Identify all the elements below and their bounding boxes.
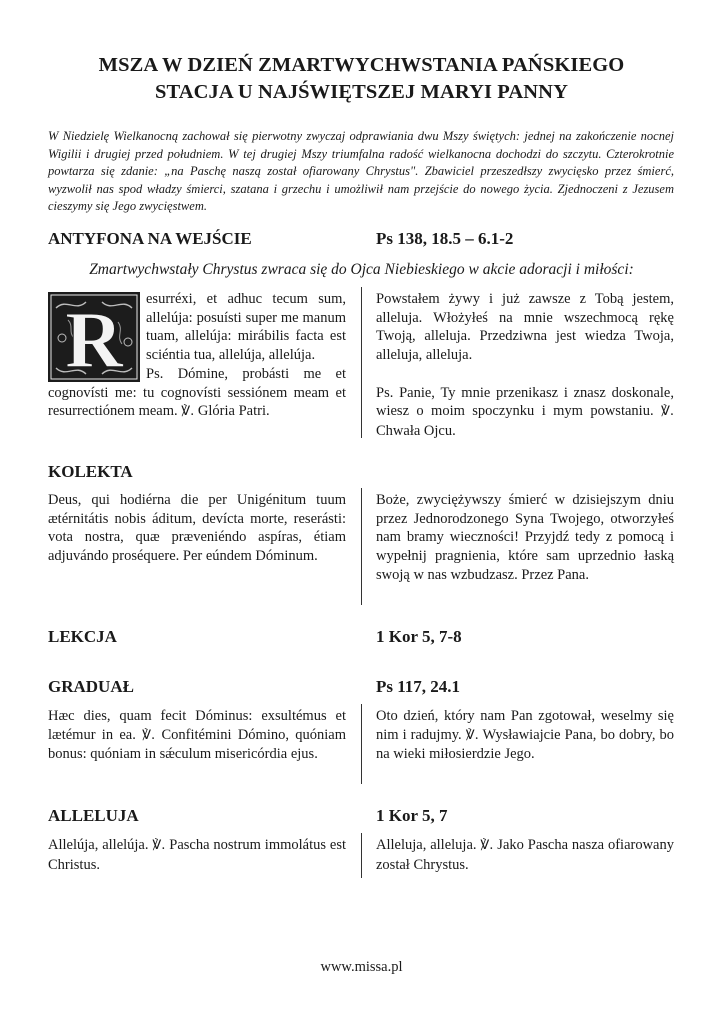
footer-website-link[interactable]: www.missa.pl <box>320 959 403 975</box>
lesson-reference: 1 Kor 5, 7-8 <box>376 627 462 646</box>
collect-polish: Boże, zwyciężywszy śmierć w dzisiejszym dniu przez Jednorodzonego Syna Twojego, otworzyłeś nam bramy wieczności! Przyjdź tedy z pomocą i wypełnij pragnienia, które sam uprzednio łaską swoją w nas wzbudzasz. Przez Pana. <box>376 492 674 583</box>
gradual-latin <box>48 707 346 764</box>
alleluia-latin <box>48 836 346 874</box>
introit-polish-psalm: Ps. Panie, Ty mnie przenikasz i znasz doskonale, wiesz o moim spoczynku i mym powstaniu. <box>376 384 674 420</box>
alleluia-reference: 1 Kor 5, 7 <box>376 806 448 825</box>
gradual-latin-verse-2: Confitémini Dómino, quóniam bonus: quóniam in sǽculum misericórdia ejus. <box>48 726 346 763</box>
column-divider <box>361 704 362 784</box>
alleluia-polish-verse-2: Jako Pascha nasza ofiarowany został Chrystus. <box>376 837 674 873</box>
illuminated-initial-r <box>48 292 140 382</box>
page-subtitle: STACJA U NAJŚWIĘTSZEJ MARYI PANNY <box>154 81 568 103</box>
introit-latin-gloria: Glória Patri. <box>197 403 270 420</box>
alleluia-heading: ALLELUJA <box>48 806 139 825</box>
gradual-reference: Ps 117, 24.1 <box>376 677 461 696</box>
column-divider <box>361 287 362 438</box>
introit-subtitle: Zmartwychwstały Chrystus zwraca się do Ojca Niebieskiego w akcie adoracji i miłości: <box>89 261 634 278</box>
versicle-symbol: ℣. <box>142 727 156 743</box>
introit-heading: ANTYFONA NA WEJŚCIE <box>48 229 252 248</box>
introit-reference: Ps 138, 18.5 – 6.1-2 <box>376 229 514 248</box>
alleluia-polish <box>376 836 674 874</box>
column-divider <box>361 833 362 878</box>
alleluia-latin-verse-2: Pascha nostrum immolátus est Christus. <box>48 837 347 873</box>
alleluia-polish-verse-1: Alleluja, alleluja. <box>376 837 477 853</box>
versicle-symbol: ℣. <box>152 838 166 853</box>
gradual-polish-verse-1: Oto dzień, który nam Pan zgotował, weselmy się nim i radujmy. <box>376 708 674 743</box>
gradual-heading: GRADUAŁ <box>48 677 134 696</box>
introit-latin-psalm: Ps. Dómine, probásti me et cognovísti me: tu cognovísti sessiónem meam et resurrectiónem meam. <box>48 365 346 420</box>
initial-letter: R <box>65 297 123 382</box>
alleluia-latin-verse-1: Allelúja, allelúja. <box>48 837 149 853</box>
gradual-polish <box>376 707 674 764</box>
introit-polish <box>376 290 674 441</box>
lesson-heading: LEKCJA <box>48 627 117 646</box>
introit-polish-antiphon: Powstałem żywy i już zawsze z Tobą jestem, alleluja. Włożyłeś na mnie wszechmocą rękę Twoją, alleluja. Przedziwna jest wiedza Twoja, alleluja, alleluja. <box>376 291 674 364</box>
versicle-symbol: ℣. <box>660 404 675 420</box>
collect-heading: KOLEKTA <box>48 462 133 481</box>
introit-latin <box>48 290 346 422</box>
collect-latin: Deus, qui hodiérna die per Unigénitum tuum ætérnitátis nobis áditum, devícta morte, reserásti: vota nostra, quæ præveniéndo aspíras, étiam adjuvándo proséquere. Per eúndem Dóminum. <box>48 492 346 565</box>
gradual-latin-verse-1: Hæc dies, quam fecit Dóminus: exsultémus et lætémur in ea. <box>48 708 346 743</box>
introit-polish-gloria: Chwała Ojcu. <box>376 422 456 439</box>
page-title: MSZA W DZIEŃ ZMARTWYCHWSTANIA PAŃSKIEGO <box>98 54 625 76</box>
versicle-symbol: ℣. <box>480 838 494 853</box>
gradual-polish-verse-2: Wysławiajcie Pana, bo dobry, bo na wieki miłosierdzie Jego. <box>376 726 675 763</box>
versicle-symbol: ℣. <box>465 727 479 743</box>
introit-latin-antiphon: esurréxi, et adhuc tecum sum, allelúja: posuísti super me manum tuam, allelúja: mirábilis facta est sciéntia tua, allelúja, allelúja. <box>146 291 346 364</box>
versicle-symbol: ℣. <box>181 404 195 420</box>
intro-paragraph: W Niedzielę Wielkanocną zachował się pierwotny zwyczaj odprawiania dwu Mszy świętych: jednej na zakończenie nocnej Wigilii i drugiej przed południem. W tej drugiej Mszy triumfalna radość wielkanocna dochodzi do szczytu. Czterokrotnie powtarza się zdanie: „na Paschę naszą został ofiarowany Chrystus". Zbawiciel przeszedłszy zwycięsko przez śmierć, wyzwolił nas spod władzy śmierci, szatana i grzechu i umożliwił nam przejście do nowego życia. Zjednoczeni z Jezusem cieszymy się Jego zwycięstwem. <box>48 129 674 214</box>
column-divider <box>361 488 362 605</box>
